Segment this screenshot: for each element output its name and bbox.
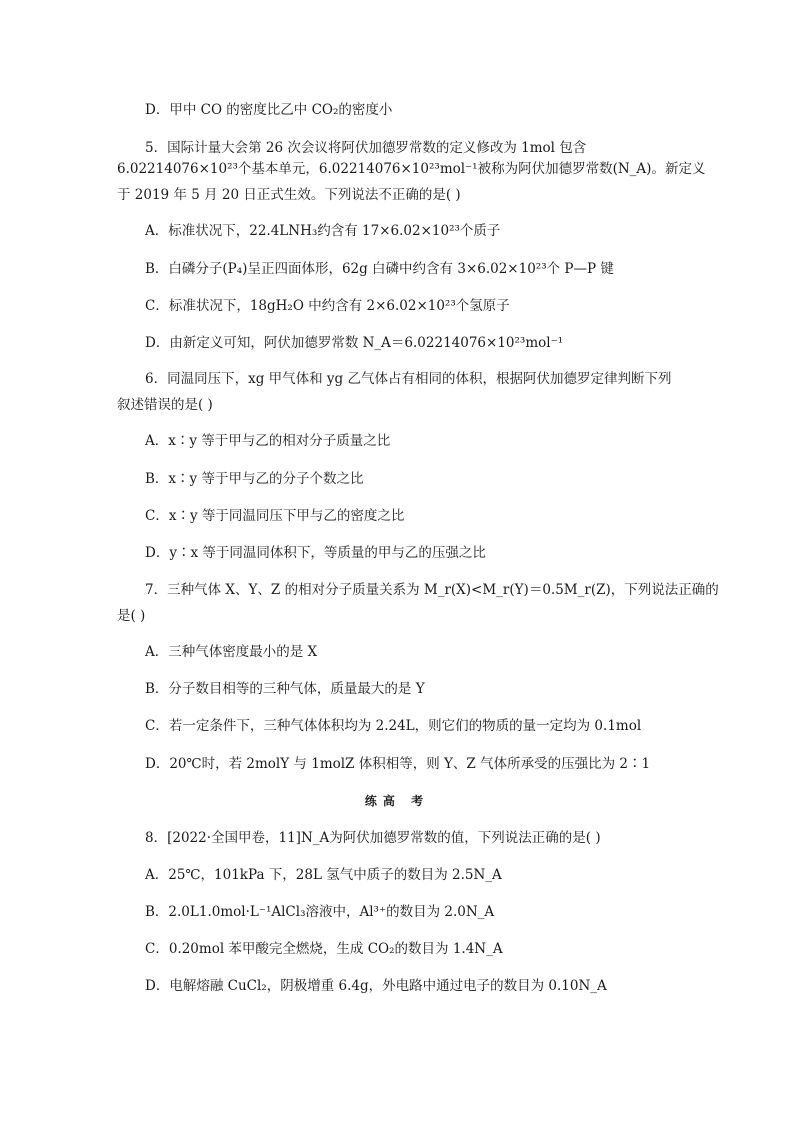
q7-option-b: B．分子数目相等的三种气体，质量最大的是 Y bbox=[145, 681, 425, 697]
q5-stem-line1: 5．国际计量大会第 26 次会议将阿伏加德罗常数的定义修改为 1mol 包含 bbox=[145, 140, 587, 156]
q6-option-a: A．x∶y 等于甲与乙的相对分子质量之比 bbox=[145, 433, 391, 449]
q6-option-c: C．x∶y 等于同温同压下甲与乙的密度之比 bbox=[145, 508, 405, 524]
q7-option-c: C．若一定条件下，三种气体体积均为 2.24L，则它们的物质的量一定均为 0.1mol bbox=[145, 718, 642, 734]
q7-stem-line1: 7．三种气体 X、Y、Z 的相对分子质量关系为 M_r(X)<M_r(Y)＝0.5M_r(Z)，下列说法正确的 bbox=[145, 582, 719, 598]
q5-option-b: B．白磷分子(P₄)呈正四面体形，62g 白磷中约含有 3×6.02×10²³个 P—P 键 bbox=[145, 261, 614, 277]
q6-stem-line1: 6．同温同压下，xg 甲气体和 yg 乙气体占有相同的体积，根据阿伏加德罗定律判断下列 bbox=[145, 371, 672, 387]
q5-stem-line3: 于 2019 年 5 月 20 日正式生效。下列说法不正确的是( ) bbox=[117, 187, 461, 203]
q5-stem-line2: 6.02214076×10²³个基本单元，6.02214076×10²³mol⁻¹被称为阿伏加德罗常数(N_A)。新定义 bbox=[117, 161, 706, 177]
q6-option-b: B．x∶y 等于甲与乙的分子个数之比 bbox=[145, 471, 364, 487]
q5-option-c: C．标准状况下，18gH₂O 中约含有 2×6.02×10²³个氢原子 bbox=[145, 298, 510, 314]
q5-option-a: A．标准状况下，22.4LNH₃约含有 17×6.02×10²³个质子 bbox=[145, 223, 501, 239]
q6-stem-line2: 叙述错误的是( ) bbox=[117, 397, 213, 413]
q8-option-d: D．电解熔融 CuCl₂，阴极增重 6.4g，外电路中通过电子的数目为 0.10N_A bbox=[145, 978, 607, 994]
q7-option-a: A．三种气体密度最小的是 X bbox=[145, 644, 318, 660]
q7-option-d: D．20℃时，若 2molY 与 1molZ 体积相等，则 Y、Z 气体所承受的压强比为 2∶1 bbox=[145, 756, 651, 772]
q4-option-d: D．甲中 CO 的密度比乙中 CO₂的密度小 bbox=[145, 102, 393, 118]
q5-option-d: D．由新定义可知，阿伏加德罗常数 N_A＝6.02214076×10²³mol⁻¹ bbox=[145, 335, 564, 351]
q8-stem: 8．[2022·全国甲卷，11]N_A为阿伏加德罗常数的值，下列说法正确的是( ) bbox=[145, 830, 601, 846]
q8-option-a: A．25℃，101kPa 下，28L 氢气中质子的数目为 2.5N_A bbox=[145, 867, 502, 883]
q7-stem-line2: 是( ) bbox=[117, 608, 146, 624]
q6-option-d: D．y∶x 等于同温同体积下，等质量的甲与乙的压强之比 bbox=[145, 545, 486, 561]
section-heading: 练高 考 bbox=[364, 794, 430, 808]
q8-option-b: B．2.0L1.0mol·L⁻¹AlCl₃溶液中，Al³⁺的数目为 2.0N_A bbox=[145, 904, 495, 920]
q8-option-c: C．0.20mol 苯甲酸完全燃烧，生成 CO₂的数目为 1.4N_A bbox=[145, 941, 503, 957]
